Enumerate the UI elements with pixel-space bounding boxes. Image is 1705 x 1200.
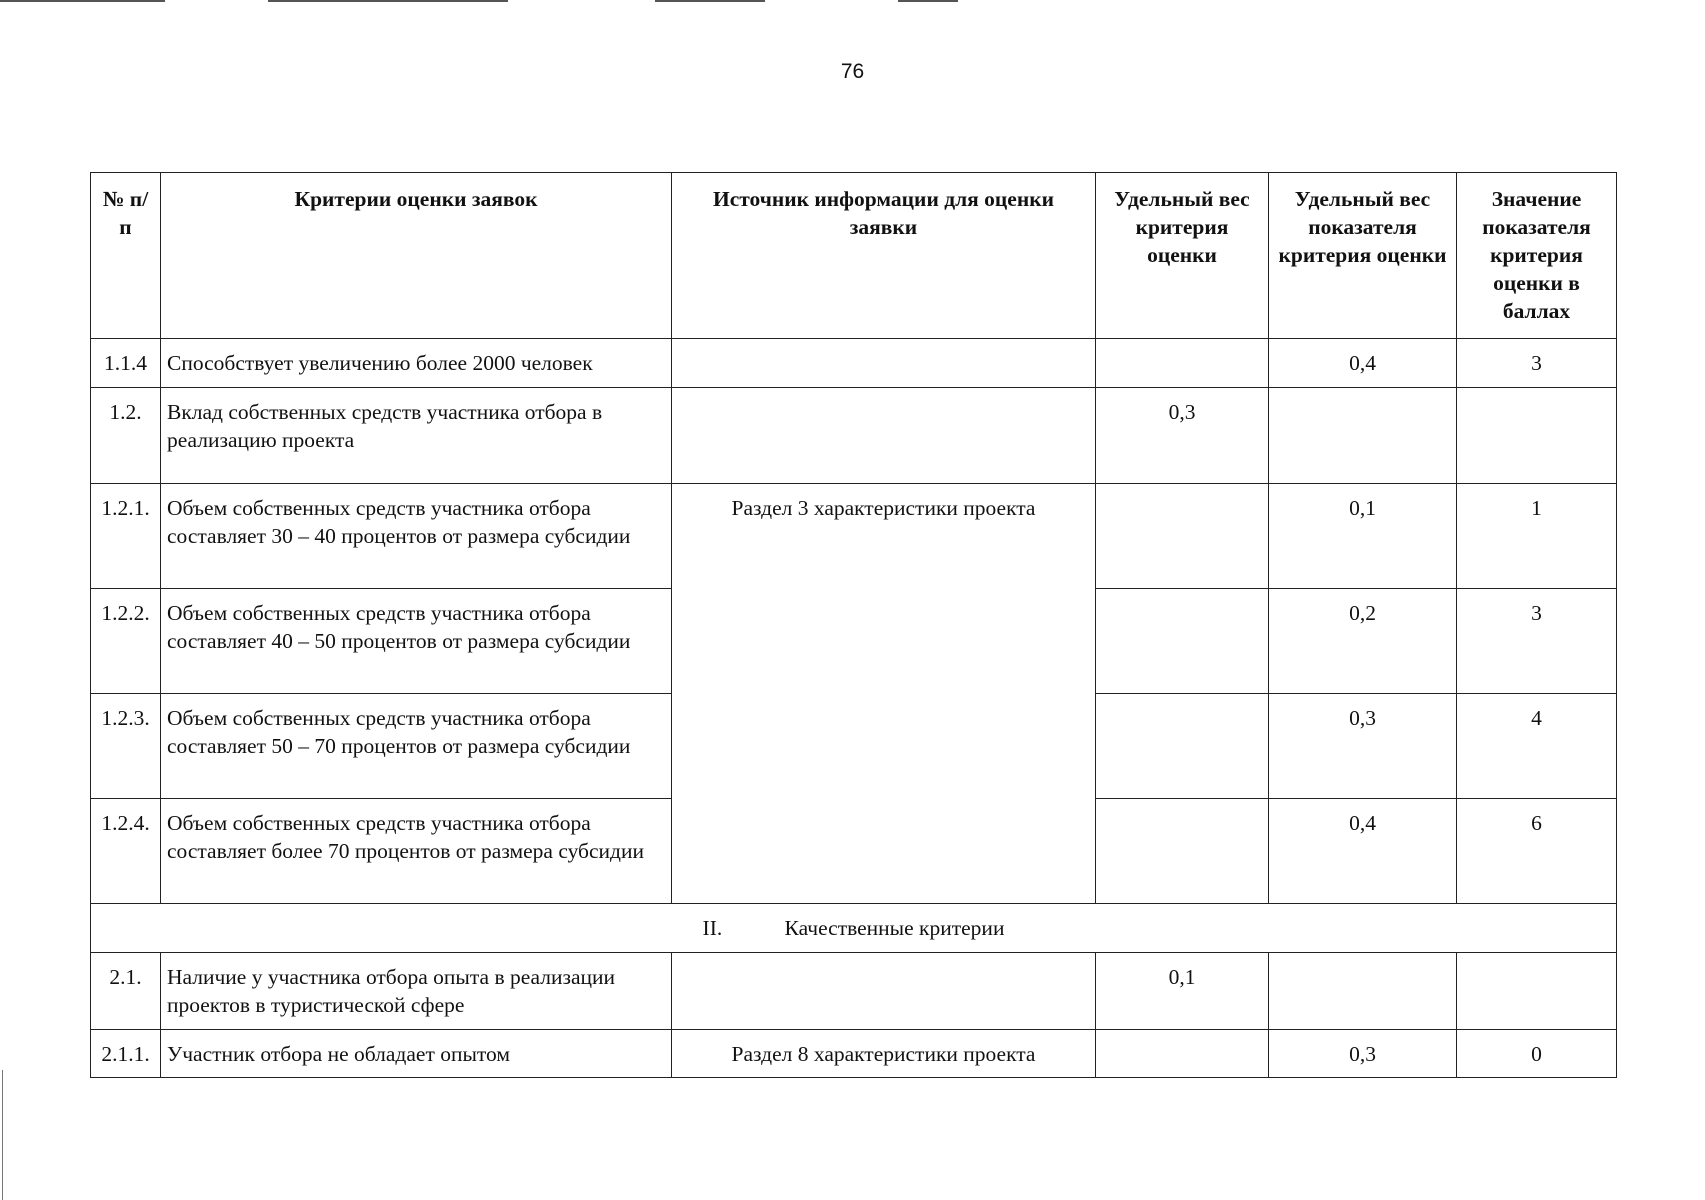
section-title: Качественные критерии: [784, 916, 1005, 940]
table-header-row: [91, 173, 1617, 339]
scan-artifact-line: [655, 0, 765, 2]
scan-artifact-line: [898, 0, 958, 2]
header-criteria: Критерии оценки заявок: [161, 173, 672, 339]
row-criterion-weight: [1096, 339, 1269, 388]
row-indicator-weight: [1269, 388, 1457, 484]
row-criterion: Наличие у участника отбора опыта в реализации проектов в туристической сфере: [161, 953, 672, 1030]
scan-artifact-line: [268, 0, 508, 2]
section-roman-numeral: II.: [702, 916, 723, 940]
row-criterion: Объем собственных средств участника отбора составляет более 70 процентов от размера субсидии: [161, 799, 672, 904]
row-criterion: Участник отбора не обладает опытом: [161, 1030, 672, 1078]
row-source: [672, 339, 1096, 388]
row-indicator-weight: 0,3: [1269, 694, 1457, 799]
row-indicator-weight: [1269, 953, 1457, 1030]
scan-edge-mark: [2, 1070, 3, 1200]
page-number: 76: [840, 60, 865, 83]
criteria-table: [90, 172, 1617, 1078]
row-points: 6: [1457, 799, 1617, 904]
row-number: 2.1.1.: [91, 1030, 161, 1078]
table-row: [91, 484, 1617, 589]
row-number: 1.1.4: [91, 339, 161, 388]
row-criterion-weight: 0,3: [1096, 388, 1269, 484]
row-source-merged: Раздел 3 характеристики проекта: [672, 484, 1096, 904]
row-points: 0: [1457, 1030, 1617, 1078]
row-criterion-weight: [1096, 694, 1269, 799]
table-row: [91, 953, 1617, 1030]
row-criterion-weight: 0,1: [1096, 953, 1269, 1030]
table-row: [91, 388, 1617, 484]
scan-artifact-line: [0, 0, 165, 2]
row-indicator-weight: 0,2: [1269, 589, 1457, 694]
header-num: № п/п: [91, 173, 161, 339]
row-criterion-weight: [1096, 799, 1269, 904]
row-criterion: Объем собственных средств участника отбора составляет 40 – 50 процентов от размера субсидии: [161, 589, 672, 694]
table-row: [91, 339, 1617, 388]
row-criterion-weight: [1096, 484, 1269, 589]
table-row: [91, 1030, 1617, 1078]
row-criterion: Способствует увеличению более 2000 человек: [161, 339, 672, 388]
row-criterion-weight: [1096, 1030, 1269, 1078]
row-indicator-weight: 0,3: [1269, 1030, 1457, 1078]
row-number: 1.2.: [91, 388, 161, 484]
row-criterion-weight: [1096, 589, 1269, 694]
section-header: [91, 904, 1617, 953]
header-criterion-weight: Удельный вес критерия оценки: [1096, 173, 1269, 339]
header-source: Источник информации для оценки заявки: [672, 173, 1096, 339]
row-points: [1457, 953, 1617, 1030]
row-criterion: Объем собственных средств участника отбора составляет 30 – 40 процентов от размера субсидии: [161, 484, 672, 589]
row-number: 2.1.: [91, 953, 161, 1030]
header-indicator-value: Значение показателя критерия оценки в баллах: [1457, 173, 1617, 339]
row-points: 1: [1457, 484, 1617, 589]
row-source: [672, 388, 1096, 484]
row-source: [672, 953, 1096, 1030]
header-indicator-weight: Удельный вес показателя критерия оценки: [1269, 173, 1457, 339]
row-number: 1.2.2.: [91, 589, 161, 694]
row-indicator-weight: 0,1: [1269, 484, 1457, 589]
row-points: [1457, 388, 1617, 484]
row-points: 4: [1457, 694, 1617, 799]
row-number: 1.2.3.: [91, 694, 161, 799]
row-criterion: Объем собственных средств участника отбора составляет 50 – 70 процентов от размера субсидии: [161, 694, 672, 799]
row-indicator-weight: 0,4: [1269, 339, 1457, 388]
row-points: 3: [1457, 589, 1617, 694]
section-header-row: [91, 904, 1617, 953]
row-indicator-weight: 0,4: [1269, 799, 1457, 904]
row-number: 1.2.1.: [91, 484, 161, 589]
row-source: Раздел 8 характеристики проекта: [672, 1030, 1096, 1078]
row-criterion: Вклад собственных средств участника отбора в реализацию проекта: [161, 388, 672, 484]
row-number: 1.2.4.: [91, 799, 161, 904]
row-points: 3: [1457, 339, 1617, 388]
